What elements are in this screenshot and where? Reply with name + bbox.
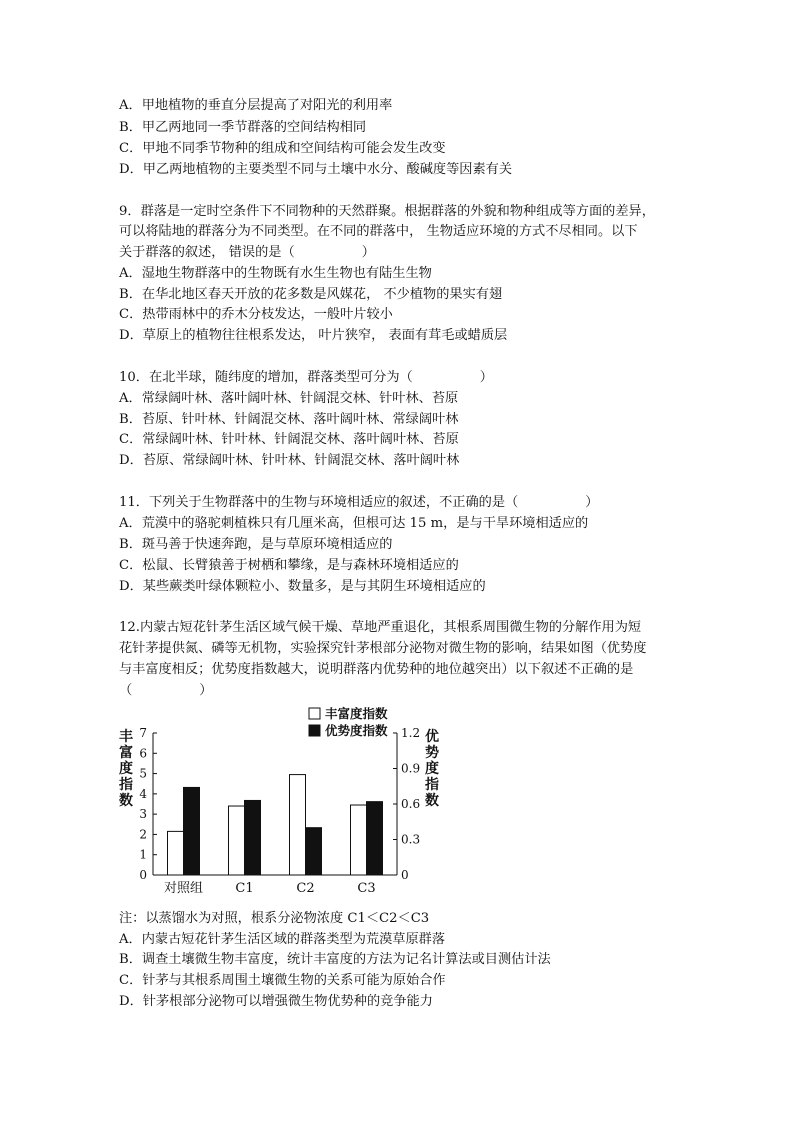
q9-stem-line: 关于群落的叙述， 错误的是（ ）: [119, 245, 375, 260]
q11-option-c: C．松鼠、长臂猿善于树栖和攀缘，是与森林环境相适应的: [119, 558, 459, 573]
right-tick-label: 0.9: [401, 761, 421, 776]
right-tick-label: 0: [401, 868, 409, 882]
q11-option-a: A．荒漠中的骆驼刺植株只有几厘米高，但根可达 15 m，是与干旱环境相适应的: [119, 516, 589, 531]
category-label: C3: [357, 881, 376, 896]
bar-chart: [115, 703, 445, 903]
q8-option-b: B．甲乙两地同一季节群落的空间结构相同: [119, 120, 367, 135]
legend-label: 丰富度指数: [325, 706, 388, 721]
q11-stem: 11．下列关于生物群落中的生物与环境相适应的叙述，不正确的是（ ）: [119, 495, 599, 510]
dominance-bar: [306, 828, 322, 875]
left-tick-label: 7: [139, 726, 147, 740]
left-tick-label: 5: [139, 766, 147, 781]
q9-stem-line: 9．群落是一定时空条件下不同物种的天然群聚。根据群落的外貌和物种组成等方面的差异，: [119, 204, 655, 219]
q10-option-a: A．常绿阔叶林、落叶阔叶林、针阔混交林、针叶林、苔原: [119, 391, 459, 406]
q12-option-d: D．针茅根部分泌物可以增强微生物优势种的竞争能力: [119, 994, 433, 1009]
right-tick-label: 1.2: [401, 726, 421, 740]
legend-swatch: [309, 725, 320, 736]
q12-option-a: A．内蒙古短花针茅生活区域的群落类型为荒漠草原群落: [119, 932, 446, 947]
q8-option-a: A．甲地植物的垂直分层提高了对阳光的利用率: [119, 98, 393, 113]
dominance-bar: [367, 802, 383, 875]
right-tick-label: 0.3: [401, 832, 421, 847]
q10-option-c: C．常绿阔叶林、针叶林、针阔混交林、落叶阔叶林、苔原: [119, 432, 459, 447]
category-label: C2: [296, 881, 315, 896]
left-tick-label: 3: [139, 807, 147, 822]
right-axis-title: 优势度指数: [425, 729, 439, 809]
q9-stem-line: 可以将陆地的群落分为不同类型。在不同的群落中， 生物适应环境的方式不尽相同。以下: [119, 224, 638, 239]
q12-stem-line: 花针茅提供氮、磷等无机物，实验探究针茅根部分泌物对微生物的影响，结果如图（优势度: [119, 641, 647, 656]
dominance-bar: [184, 787, 200, 875]
q8-option-d: D．甲乙两地植物的主要类型不同与土壤中水分、酸碱度等因素有关: [119, 162, 513, 177]
q9-option-c: C．热带雨林中的乔木分枝发达，一般叶片较小: [119, 307, 393, 322]
q11-option-d: D．某些蕨类叶绿体颗粒小、数量多，是与其阴生环境相适应的: [119, 579, 486, 594]
left-tick-label: 4: [139, 786, 147, 801]
left-tick-label: 1: [139, 847, 147, 862]
category-label: 对照组: [163, 881, 204, 896]
q10-option-d: D．苔原、常绿阔叶林、针叶林、针阔混交林、落叶阔叶林: [119, 453, 460, 468]
q9-option-b: B．在华北地区春天开放的花多数是风媒花， 不少植物的果实有翅: [119, 287, 503, 302]
right-tick-label: 0.6: [401, 797, 421, 811]
left-axis-title: 丰富度指数: [119, 729, 133, 809]
q9-option-a: A．湿地生物群落中的生物既有水生生物也有陆生生物: [119, 266, 432, 281]
chart-note: 注：以蒸馏水为对照，根系分泌物浓度 C1＜C2＜C3: [119, 911, 430, 926]
left-tick-label: 0: [139, 868, 147, 882]
q10-stem: 10．在北半球，随纬度的增加，群落类型可分为（ ）: [119, 370, 493, 385]
q8-option-c: C．甲地不同季节物种的组成和空间结构可能会发生改变: [119, 141, 446, 156]
left-tick-label: 2: [139, 827, 147, 842]
q12-option-b: B．调查土壤微生物丰富度，统计丰富度的方法为记名计算法或目测估计法: [119, 952, 551, 967]
richness-bar: [290, 775, 306, 875]
q12-stem-line: （ ）: [119, 683, 213, 698]
q10-option-b: B．苔原、针叶林、针阔混交林、落叶阔叶林、常绿阔叶林: [119, 412, 459, 427]
q12-stem-line: 12.内蒙古短花针茅生活区域气候干燥、草地严重退化，其根系周围微生物的分解作用为短: [119, 620, 642, 635]
q11-option-b: B．斑马善于快速奔跑，是与草原环境相适应的: [119, 537, 393, 552]
category-label: C1: [235, 881, 254, 896]
legend-label: 优势度指数: [325, 723, 388, 738]
legend-swatch: [309, 708, 320, 719]
dominance-bar: [245, 800, 261, 875]
left-tick-label: 6: [139, 746, 147, 761]
q9-option-d: D．草原上的植物往往根系发达， 叶片狭窄， 表面有茸毛或蜡质层: [119, 328, 508, 343]
richness-bar: [229, 806, 245, 875]
q12-stem-line: 与丰富度相反；优势度指数越大，说明群落内优势种的地位越突出）以下叙述不正确的是: [119, 662, 634, 677]
richness-bar: [351, 805, 367, 875]
q12-option-c: C．针茅与其根系周围土壤微生物的关系可能为原始合作: [119, 973, 446, 988]
richness-bar: [168, 831, 184, 875]
